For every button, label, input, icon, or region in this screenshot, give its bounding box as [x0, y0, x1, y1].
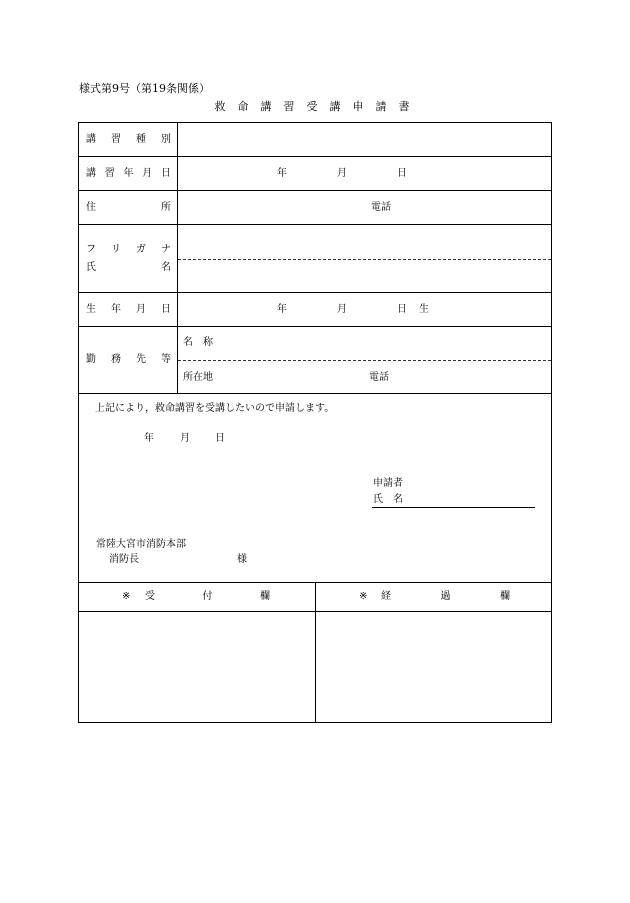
row-divider — [79, 292, 551, 293]
declaration-year: 年 — [144, 433, 154, 444]
addressee-organization: 常陸大宮市消防本部 — [96, 539, 186, 550]
birthdate-year: 年 — [277, 304, 287, 315]
row-divider — [79, 224, 551, 225]
form-number: 様式第9号（第19条関係） — [79, 82, 210, 95]
label-column-divider — [177, 123, 178, 393]
course-date-day: 日 — [397, 168, 407, 179]
furigana-label: フ リ ガ ナ — [86, 244, 171, 255]
workplace-location-label: 所在地 — [183, 372, 213, 383]
birthdate-suffix: 生 — [419, 304, 429, 315]
progress-mark: ※ — [359, 591, 368, 602]
workplace-phone-label: 電話 — [369, 372, 389, 383]
course-type-label: 講 習 種 別 — [86, 134, 171, 145]
name-label: 氏 名 — [86, 262, 171, 273]
declaration-month: 月 — [180, 433, 190, 444]
furigana-separator — [178, 259, 551, 260]
row-divider — [79, 190, 551, 191]
course-date-label: 講 習 年 月 日 — [86, 168, 171, 179]
birthdate-label: 生 年 月 日 — [86, 304, 171, 315]
address-phone-label: 電話 — [371, 202, 391, 213]
workplace-separator — [178, 360, 551, 361]
reception-column-header: 受 付 欄 — [145, 591, 270, 602]
birthdate-day: 日 — [397, 304, 407, 315]
applicant-name-line — [372, 507, 535, 508]
workplace-name-label: 名 称 — [183, 337, 213, 348]
document-title: 救命講習受講申請書 — [214, 100, 422, 113]
declaration-day: 日 — [215, 433, 225, 444]
workplace-label: 勤 務 先 等 — [86, 354, 171, 365]
row-divider — [79, 393, 551, 394]
applicant-label: 申請者 — [373, 478, 403, 489]
row-divider — [79, 326, 551, 327]
declaration-text: 上記により，救命講習を受講したいので申請します。 — [95, 403, 335, 414]
addressee-title: 消防長 — [109, 554, 139, 565]
course-type-field[interactable] — [178, 123, 551, 156]
progress-column-header: 経 過 欄 — [381, 591, 510, 602]
applicant-name-label: 氏 名 — [373, 494, 403, 505]
course-date-month: 月 — [337, 168, 347, 179]
reception-area — [79, 612, 315, 722]
row-divider — [79, 156, 551, 157]
address-label: 住 所 — [86, 202, 171, 213]
progress-area — [316, 612, 551, 722]
application-form-table — [78, 122, 552, 723]
course-date-year: 年 — [277, 168, 287, 179]
addressee-honorific: 様 — [237, 554, 247, 565]
reception-mark: ※ — [122, 591, 131, 602]
birthdate-month: 月 — [337, 304, 347, 315]
